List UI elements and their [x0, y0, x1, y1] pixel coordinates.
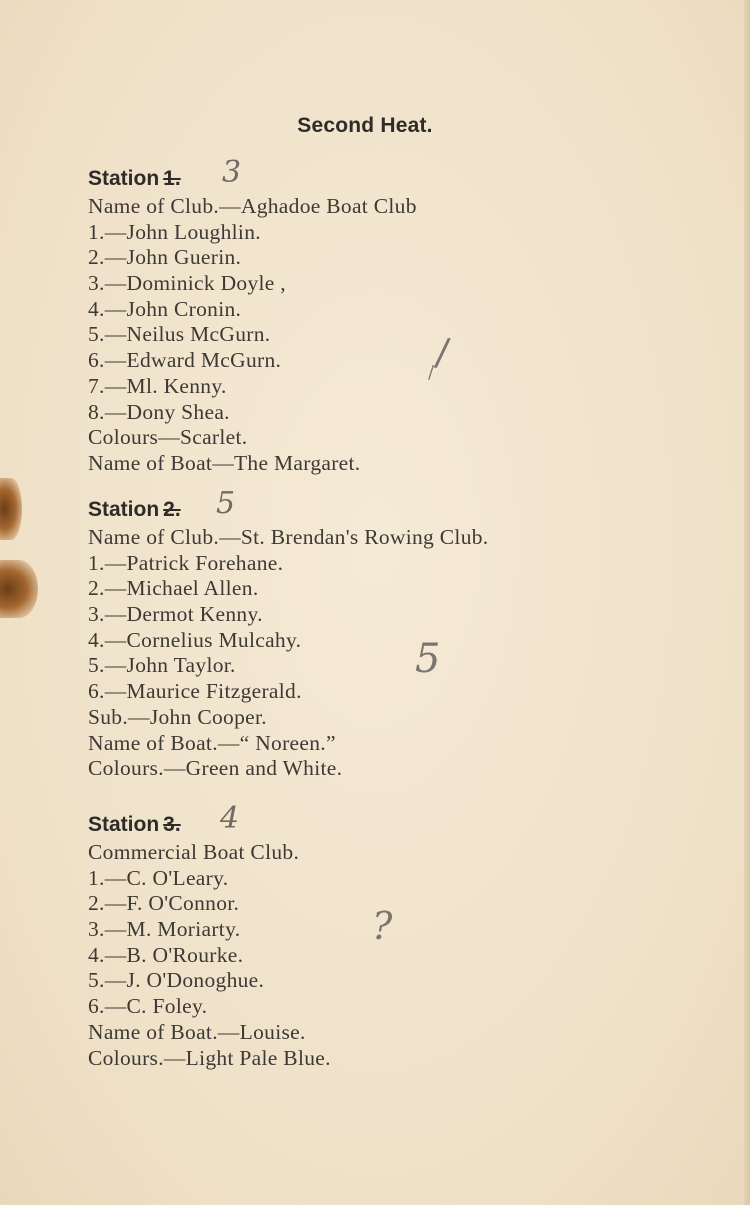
pencil-margin-mark: ? [372, 904, 393, 948]
colours-line: Colours.—Light Pale Blue. [88, 1045, 331, 1070]
club-name-line: Name of Club.—Aghadoe Boat Club [88, 194, 417, 218]
pencil-station-number: 4 [220, 801, 240, 836]
pencil-tick-mark: / [428, 362, 435, 383]
crew-line: 6.—Maurice Fitzgerald. [88, 679, 302, 704]
crew-line: 4.—Cornelius Mulcahy. [88, 627, 302, 652]
pencil-margin-mark: 5 [415, 636, 441, 682]
crew-line: 7.—Ml. Kenny. [88, 373, 227, 398]
crew-line: 6.—C. Foley. [88, 994, 208, 1019]
colours-line: Colours—Scarlet. [88, 425, 248, 450]
boat-name-line: Name of Boat.—“ Noreen.” [88, 730, 336, 755]
station-number: 1. [163, 167, 181, 190]
crew-line: 8.—Dony Shea. [88, 399, 230, 424]
crew-line: 5.—Neilus McGurn. [88, 322, 271, 347]
heat-title: Second Heat. [297, 114, 433, 137]
station-number: 2. [163, 498, 181, 521]
crew-line: 1.—Patrick Forehane. [88, 550, 284, 575]
crew-line: 1.—John Loughlin. [88, 219, 261, 244]
station-label: Station [88, 813, 160, 836]
boat-name-line: Name of Boat—The Margaret. [88, 450, 361, 475]
crew-line: 4.—John Cronin. [88, 296, 242, 321]
binding-stain [0, 478, 22, 540]
station-3-section [88, 801, 331, 1071]
binding-stain [0, 560, 38, 618]
club-name-line: Name of Club.—St. Brendan's Rowing Club. [88, 525, 489, 549]
crew-line: 3.—Dominick Doyle , [88, 271, 286, 296]
station-number: 3. [163, 813, 181, 836]
pencil-tick-mark: / [433, 329, 452, 375]
club-name-line: Commercial Boat Club. [88, 840, 300, 864]
pencil-station-number: 5 [216, 486, 236, 521]
station-2-heading [88, 486, 488, 525]
page-edge [744, 0, 750, 1205]
crew-line: 5.—J. O'Donoghue. [88, 968, 265, 993]
boat-name-line: Name of Boat.—Louise. [88, 1019, 306, 1044]
pencil-station-number: 3 [222, 155, 242, 190]
crew-line: 3.—Dermot Kenny. [88, 602, 263, 627]
crew-line: 5.—John Taylor. [88, 653, 236, 678]
substitute-line: Sub.—John Cooper. [88, 704, 267, 729]
crew-line: 1.—C. O'Leary. [88, 865, 229, 890]
station-3-heading [88, 801, 331, 840]
station-label: Station [88, 167, 160, 190]
crew-line: 4.—B. O'Rourke. [88, 942, 244, 967]
colours-line: Colours.—Green and White. [88, 756, 343, 781]
crew-line: 6.—Edward McGurn. [88, 348, 282, 373]
crew-line: 2.—John Guerin. [88, 245, 242, 270]
crew-line: 2.—Michael Allen. [88, 576, 259, 601]
station-1-heading [88, 155, 417, 194]
crew-line: 2.—F. O'Connor. [88, 891, 240, 916]
station-label: Station [88, 498, 160, 521]
crew-line: 3.—M. Moriarty. [88, 917, 241, 942]
station-1-section [88, 155, 417, 477]
